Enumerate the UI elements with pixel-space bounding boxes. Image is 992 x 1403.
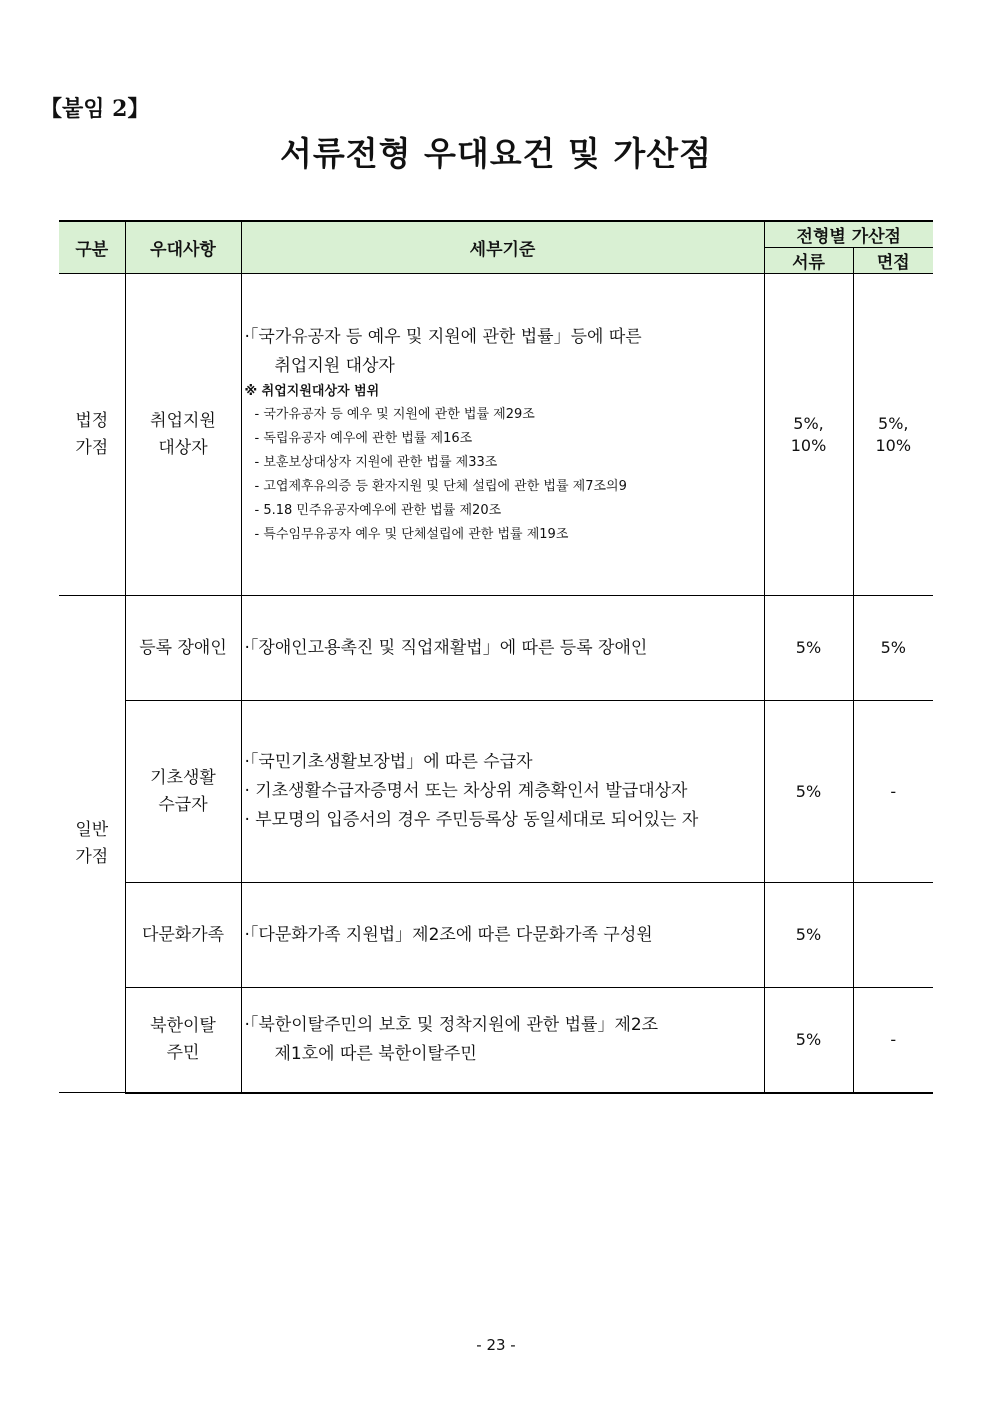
interview-bonus-cell: - [853, 988, 933, 1093]
interview-bonus-cell: 5% [853, 596, 933, 701]
item-label: 기초생활 수급자 [150, 767, 216, 815]
criteria-line: ·「장애인고용촉진 및 직업재활법」에 따른 등록 장애인 [244, 637, 648, 658]
item-cell [125, 596, 241, 701]
criteria-cell [241, 701, 764, 883]
category-cell [59, 274, 125, 596]
note-item: - 고엽제후유의증 등 환자지원 및 단체 설립에 관한 법률 제7조의9 [254, 478, 627, 494]
header-preference: 우대사항 [125, 221, 241, 274]
criteria-line: 제1호에 따른 북한이탈주민 [274, 1043, 477, 1064]
header-interview: 면접 [853, 248, 933, 274]
table-row [59, 701, 933, 883]
page-number: - 23 - [476, 1336, 516, 1354]
criteria-cell [241, 596, 764, 701]
interview-bonus-cell [853, 883, 933, 988]
document-bonus-cell [764, 274, 853, 596]
table-row [59, 596, 933, 701]
item-cell [125, 701, 241, 883]
document-bonus-cell: 5% [764, 701, 853, 883]
document-title: 서류전형 우대요건 및 가산점 [279, 134, 712, 173]
item-cell [125, 988, 241, 1093]
criteria-line: ·「다문화가족 지원법」제2조에 따른 다문화가족 구성원 [244, 924, 653, 945]
bonus-points-table [59, 220, 933, 1094]
note-title: ※ 취업지원대상자 범위 [244, 383, 380, 399]
criteria-line: 취업지원 대상자 [274, 355, 395, 376]
header-category: 구분 [59, 221, 125, 274]
criteria-cell [241, 274, 764, 596]
document-bonus-cell: 5% [764, 596, 853, 701]
item-cell [125, 274, 241, 596]
criteria-cell [241, 883, 764, 988]
note-item: - 특수임무유공자 예우 및 단체설립에 관한 법률 제19조 [254, 526, 569, 542]
note-item: - 보훈보상대상자 지원에 관한 법률 제33조 [254, 454, 498, 470]
interview-bonus-cell: - [853, 701, 933, 883]
item-cell [125, 883, 241, 988]
criteria-line: · 기초생활수급자증명서 또는 차상위 계층확인서 발급대상자 [244, 781, 688, 801]
item-label: 다문화가족 [141, 924, 225, 945]
interview-bonus-cell [853, 274, 933, 596]
header-criteria: 세부기준 [241, 221, 764, 274]
table-row [59, 274, 933, 596]
document-bonus-cell: 5% [764, 988, 853, 1093]
table-row [59, 883, 933, 988]
category-label: 법정 가점 [75, 410, 109, 458]
criteria-cell [241, 988, 764, 1093]
item-label: 북한이탈 주민 [150, 1015, 216, 1063]
interview-bonus-value: 5%, 10% [875, 413, 912, 455]
criteria-line: · 부모명의 입증서의 경우 주민등록상 동일세대로 되어있는 자 [244, 810, 699, 830]
note-item: - 독립유공자 예우에 관한 법률 제16조 [254, 430, 473, 446]
attachment-label: 【붙임 2】 [40, 96, 150, 122]
item-label: 취업지원 대상자 [150, 410, 216, 458]
table-row [59, 988, 933, 1093]
category-label: 일반 가점 [75, 820, 109, 867]
header-document-screening: 서류 [764, 248, 853, 274]
document-bonus-cell: 5% [764, 883, 853, 988]
item-label: 등록 장애인 [139, 637, 227, 658]
note-item: - 국가유공자 등 예우 및 지원에 관한 법률 제29조 [254, 406, 535, 422]
note-item: - 5.18 민주유공자예우에 관한 법률 제20조 [254, 502, 502, 518]
criteria-line: ·「북한이탈주민의 보호 및 정착지원에 관한 법률」제2조 [244, 1014, 659, 1035]
header-bonus-group: 전형별 가산점 [764, 221, 933, 248]
criteria-line: ·「국민기초생활보장법」에 따른 수급자 [244, 752, 533, 772]
criteria-line: ·「국가유공자 등 예우 및 지원에 관한 법률」등에 따른 [244, 326, 642, 347]
category-cell [59, 596, 125, 1093]
document-bonus-value: 5%, 10% [790, 413, 827, 455]
